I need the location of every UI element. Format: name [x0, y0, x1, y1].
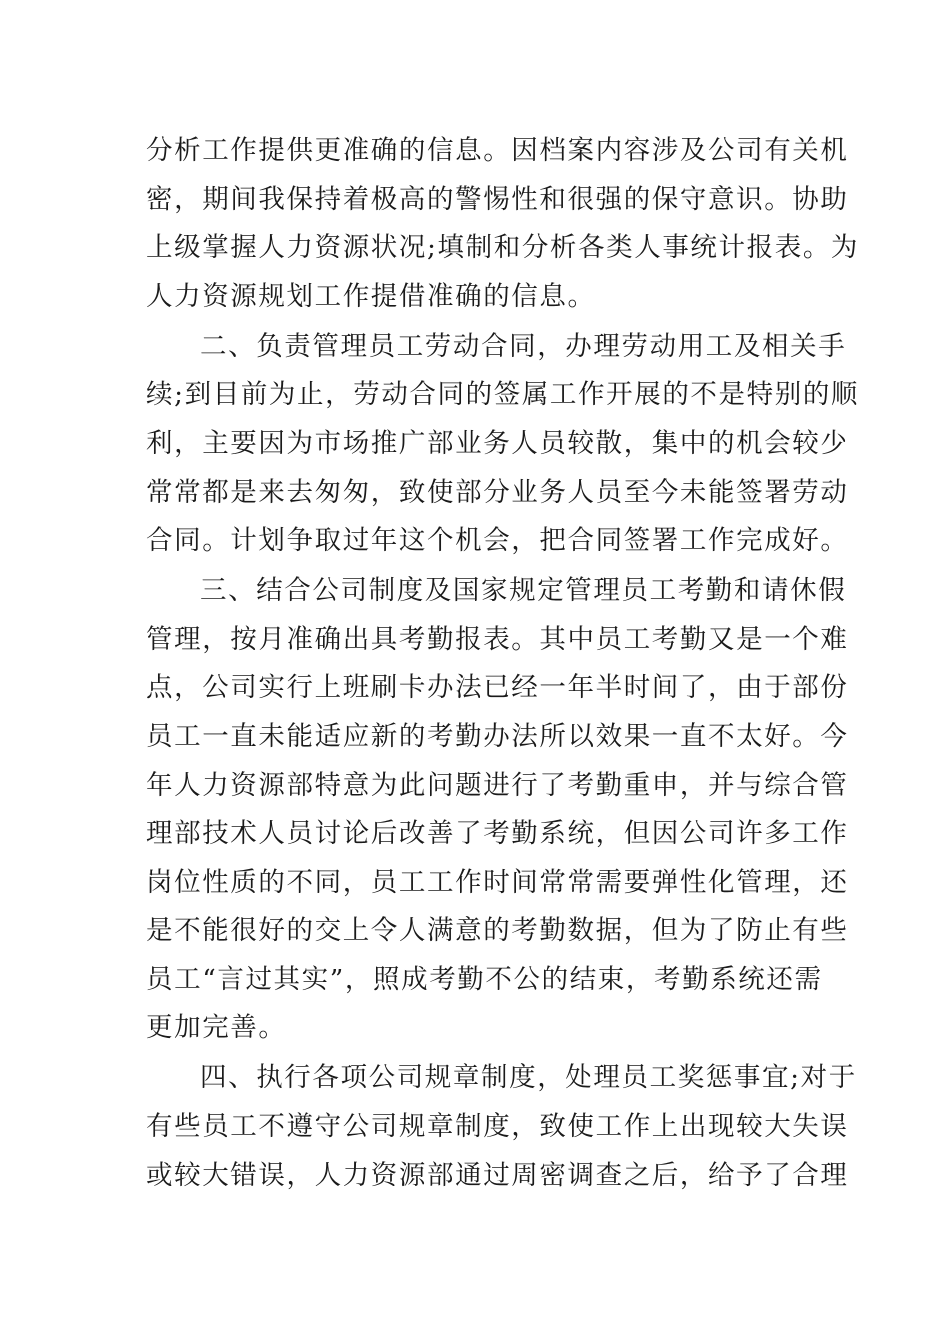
text-line: 理部技术人员讨论后改善了考勤系统，但因公司许多工作	[146, 818, 849, 850]
text-line: 点，公司实行上班刷卡办法已经一年半时间了，由于部份	[146, 672, 849, 704]
text-line: 员工一直未能适应新的考勤办法所以效果一直不太好。今	[146, 720, 849, 752]
document-body	[146, 127, 860, 1200]
text-line: 人力资源规划工作提借准确的信息。	[146, 280, 596, 312]
text-line: 续;到目前为止，劳动合同的签属工作开展的不是特别的顺	[146, 379, 860, 411]
text-line: 合同。计划争取过年这个机会，把合同签署工作完成好。	[146, 525, 849, 557]
text-line: 三、结合公司制度及国家规定管理员工考勤和请休假	[200, 575, 847, 607]
text-line: 二、负责管理员工劳动合同，办理劳动用工及相关手	[200, 330, 847, 362]
paragraph	[146, 127, 860, 321]
text-line: 员工“言过其实”，照成考勤不公的结束，考勤系统还需	[146, 963, 823, 995]
paragraph	[146, 1054, 857, 1200]
text-line: 管理，按月准确出具考勤报表。其中员工考勤又是一个难	[146, 623, 849, 655]
text-line: 年人力资源部特意为此问题进行了考勤重申，并与综合管	[146, 769, 849, 801]
text-line: 有些员工不遵守公司规章制度，致使工作上出现较大失误	[146, 1111, 849, 1143]
text-line: 更加完善。	[146, 1012, 287, 1044]
text-line: 岗位性质的不同，员工工作时间常常需要弹性化管理，还	[146, 866, 849, 898]
paragraph	[146, 567, 849, 1053]
text-line: 常常都是来去匆匆，致使部分业务人员至今未能签署劳动	[146, 476, 849, 508]
text-line: 利，主要因为市场推广部业务人员较散，集中的机会较少	[146, 427, 849, 459]
text-line: 四、执行各项公司规章制度，处理员工奖惩事宜;对于	[200, 1062, 857, 1094]
text-line: 是不能很好的交上令人满意的考勤数据，但为了防止有些	[146, 915, 849, 947]
text-line: 上级掌握人力资源状况;填制和分析各类人事统计报表。为	[146, 232, 860, 264]
text-line: 分析工作提供更准确的信息。因档案内容涉及公司有关机	[146, 135, 849, 166]
paragraph	[146, 323, 860, 566]
text-line: 或较大错误，人力资源部通过周密调查之后，给予了合理	[146, 1159, 849, 1191]
text-line: 密，期间我保持着极高的警惕性和很强的保守意识。协助	[146, 183, 849, 215]
